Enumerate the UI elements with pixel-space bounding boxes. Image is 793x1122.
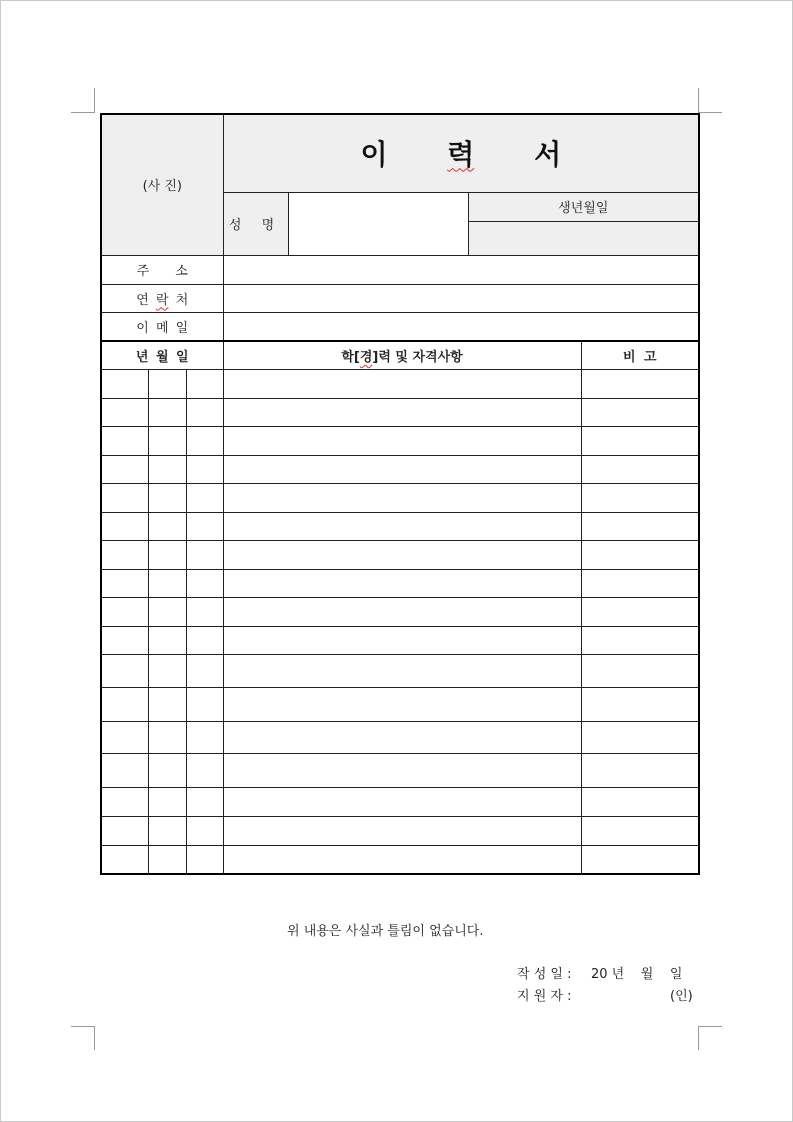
table-row <box>101 569 699 597</box>
day-cell[interactable] <box>186 721 223 753</box>
history-cell[interactable] <box>223 398 581 426</box>
table-row <box>101 426 699 455</box>
birth-input-cell[interactable] <box>468 221 699 255</box>
address-label: 주 소 <box>136 264 188 279</box>
table-row <box>101 687 699 721</box>
day-cell[interactable] <box>186 483 223 512</box>
day-cell[interactable] <box>186 687 223 721</box>
address-input-cell[interactable] <box>223 255 699 284</box>
day-cell[interactable] <box>186 597 223 626</box>
table-row <box>101 845 699 874</box>
month-cell[interactable] <box>148 398 186 426</box>
history-cell[interactable] <box>223 426 581 455</box>
year-cell[interactable] <box>101 512 148 540</box>
history-cell[interactable] <box>223 654 581 687</box>
note-cell[interactable] <box>581 512 699 540</box>
email-input-cell[interactable] <box>223 312 699 341</box>
month-cell[interactable] <box>148 369 186 398</box>
table-row <box>101 455 699 483</box>
date-written-label: 작 성 일 : <box>517 967 572 982</box>
history-cell[interactable] <box>223 721 581 753</box>
history-cell[interactable] <box>223 687 581 721</box>
name-label-cell <box>223 192 288 255</box>
day-cell[interactable] <box>186 369 223 398</box>
table-row <box>101 483 699 512</box>
email-label: 이 메 일 <box>136 320 189 336</box>
note-cell[interactable] <box>581 569 699 597</box>
year-cell[interactable] <box>101 455 148 483</box>
note-cell[interactable] <box>581 721 699 753</box>
year-cell[interactable] <box>101 816 148 845</box>
note-cell[interactable] <box>581 845 699 874</box>
month-cell[interactable] <box>148 455 186 483</box>
note-cell[interactable] <box>581 483 699 512</box>
day-cell[interactable] <box>186 569 223 597</box>
month-cell[interactable] <box>148 787 186 816</box>
note-cell[interactable] <box>581 597 699 626</box>
history-cell[interactable] <box>223 816 581 845</box>
day-cell[interactable] <box>186 626 223 654</box>
history-cell[interactable] <box>223 369 581 398</box>
month-cell[interactable] <box>148 569 186 597</box>
month-cell[interactable] <box>148 654 186 687</box>
month-cell[interactable] <box>148 540 186 569</box>
crop-mark-top-left <box>71 112 95 113</box>
year-cell[interactable] <box>101 687 148 721</box>
table-row <box>101 753 699 787</box>
year-cell[interactable] <box>101 787 148 816</box>
month-cell[interactable] <box>148 753 186 787</box>
note-cell[interactable] <box>581 398 699 426</box>
month-cell[interactable] <box>148 597 186 626</box>
table-row <box>101 369 699 398</box>
day-cell[interactable] <box>186 753 223 787</box>
month-cell[interactable] <box>148 687 186 721</box>
history-header: 학[경]력 및 자격사항 <box>223 341 581 369</box>
phone-input-cell[interactable] <box>223 284 699 312</box>
applicant-label: 지 원 자 : <box>517 989 572 1004</box>
note-cell[interactable] <box>581 426 699 455</box>
crop-mark-bottom-right <box>698 1026 722 1027</box>
phone-label: 연 락 처 <box>136 292 189 308</box>
year-cell[interactable] <box>101 569 148 597</box>
table-row <box>101 597 699 626</box>
history-cell[interactable] <box>223 626 581 654</box>
year-cell[interactable] <box>101 398 148 426</box>
year-cell[interactable] <box>101 654 148 687</box>
table-row <box>101 626 699 654</box>
table-row <box>101 398 699 426</box>
day-cell[interactable] <box>186 540 223 569</box>
day-cell[interactable] <box>186 654 223 687</box>
month-cell[interactable] <box>148 816 186 845</box>
crop-mark-top-left <box>94 88 95 112</box>
phone-label-cell <box>101 284 223 312</box>
crop-mark-bottom-left <box>71 1026 95 1027</box>
history-cell[interactable] <box>223 540 581 569</box>
table-row <box>101 816 699 845</box>
history-cell[interactable] <box>223 845 581 874</box>
month-cell[interactable] <box>148 512 186 540</box>
table-row <box>101 540 699 569</box>
note-cell[interactable] <box>581 687 699 721</box>
note-cell[interactable] <box>581 654 699 687</box>
note-cell[interactable] <box>581 369 699 398</box>
date-header: 년 월 일 <box>101 341 223 369</box>
day-cell[interactable] <box>186 845 223 874</box>
table-row <box>101 721 699 753</box>
note-cell[interactable] <box>581 540 699 569</box>
title-cell <box>223 114 699 192</box>
year-cell[interactable] <box>101 845 148 874</box>
history-cell[interactable] <box>223 753 581 787</box>
year-cell[interactable] <box>101 753 148 787</box>
address-label-cell <box>101 255 223 284</box>
birth-label: 생년월일 <box>558 201 609 216</box>
month-cell[interactable] <box>148 483 186 512</box>
seal-label: (인) <box>670 989 693 1004</box>
name-label: 성 명 <box>228 218 283 233</box>
year-cell[interactable] <box>101 597 148 626</box>
table-row <box>101 787 699 816</box>
note-header: 비 고 <box>581 341 699 369</box>
resume-table <box>100 113 700 875</box>
day-cell[interactable] <box>186 816 223 845</box>
month-cell[interactable] <box>148 426 186 455</box>
day-cell[interactable] <box>186 398 223 426</box>
photo-cell[interactable] <box>101 114 223 255</box>
month-cell[interactable] <box>148 845 186 874</box>
history-cell[interactable] <box>223 483 581 512</box>
history-cell[interactable] <box>223 597 581 626</box>
table-row <box>101 512 699 540</box>
photo-label: (사 진) <box>142 179 182 195</box>
date-written-value[interactable]: 20 년 월 일 <box>591 967 683 982</box>
note-cell[interactable] <box>581 787 699 816</box>
note-cell[interactable] <box>581 626 699 654</box>
year-cell[interactable] <box>101 721 148 753</box>
crop-mark-top-right <box>698 112 722 113</box>
name-input-cell[interactable] <box>288 192 468 255</box>
year-cell[interactable] <box>101 483 148 512</box>
history-cell[interactable] <box>223 569 581 597</box>
year-cell[interactable] <box>101 426 148 455</box>
day-cell[interactable] <box>186 455 223 483</box>
month-cell[interactable] <box>148 626 186 654</box>
note-cell[interactable] <box>581 753 699 787</box>
crop-mark-top-right <box>698 88 699 112</box>
note-cell[interactable] <box>581 455 699 483</box>
day-cell[interactable] <box>186 787 223 816</box>
year-cell[interactable] <box>101 540 148 569</box>
email-label-cell <box>101 312 223 341</box>
declaration-text: 위 내용은 사실과 틀림이 없습니다. <box>287 924 484 939</box>
day-cell[interactable] <box>186 512 223 540</box>
year-cell[interactable] <box>101 626 148 654</box>
table-row <box>101 654 699 687</box>
crop-mark-bottom-right <box>698 1026 699 1050</box>
history-cell[interactable] <box>223 512 581 540</box>
note-cell[interactable] <box>581 816 699 845</box>
document-title: 이 력 서 <box>360 138 562 172</box>
day-cell[interactable] <box>186 426 223 455</box>
birth-label-cell <box>468 192 699 221</box>
month-cell[interactable] <box>148 721 186 753</box>
year-cell[interactable] <box>101 369 148 398</box>
history-cell[interactable] <box>223 455 581 483</box>
history-cell[interactable] <box>223 787 581 816</box>
crop-mark-bottom-left <box>94 1026 95 1050</box>
